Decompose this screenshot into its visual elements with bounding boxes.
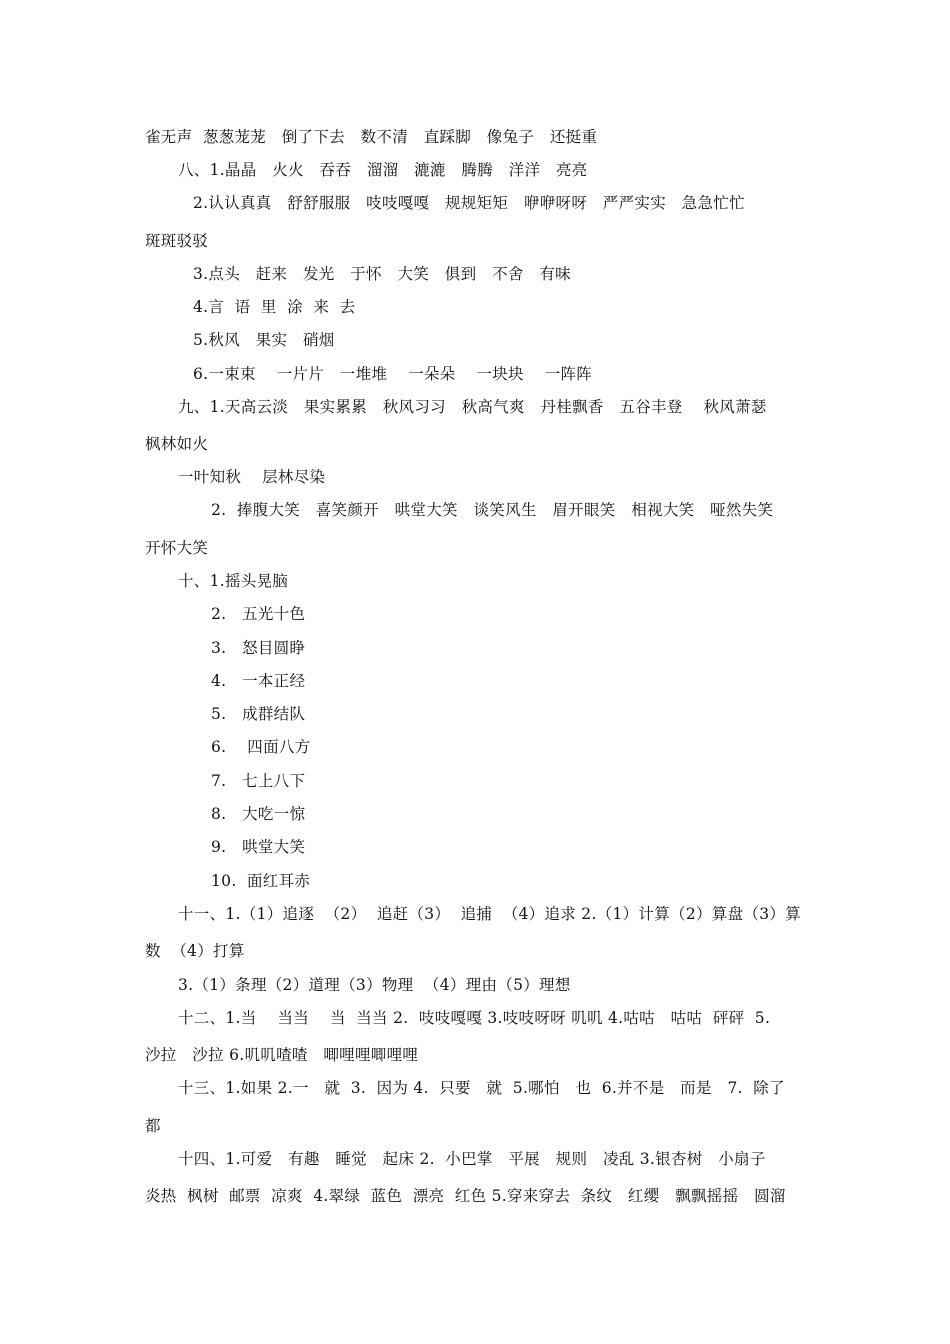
text-line: 4. 一本正经 bbox=[211, 672, 306, 690]
text-line: 沙拉 沙拉 6.叽叽喳喳 唧哩哩唧哩哩 bbox=[145, 1046, 419, 1064]
text-line: 十二、1.当 当当 当 当当 2. 吱吱嘎嘎 3.吱吱呀呀 叽叽 4.咕咕 咕咕 砰砰 5. bbox=[178, 1009, 771, 1027]
text-line: 数 （4）打算 bbox=[145, 942, 245, 960]
text-line: 一叶知秋 层林尽染 bbox=[178, 468, 326, 486]
text-line: 5. 成群结队 bbox=[211, 705, 306, 723]
text-line: 九、1.天高云淡 果实累累 秋风习习 秋高气爽 丹桂飘香 五谷丰登 秋风萧瑟 bbox=[178, 398, 767, 416]
text-line: 八、1.晶晶 火火 吞吞 溜溜 漉漉 腾腾 洋洋 亮亮 bbox=[178, 161, 588, 179]
text-line: 开怀大笑 bbox=[145, 539, 209, 557]
text-line: 9. 哄堂大笑 bbox=[211, 838, 306, 856]
text-line: 6.一束束 一片片 一堆堆 一朵朵 一块块 一阵阵 bbox=[193, 365, 593, 383]
text-line: 十、1.摇头晃脑 bbox=[178, 572, 289, 590]
text-line: 6. 四面八方 bbox=[211, 738, 311, 756]
text-line: 斑斑驳驳 bbox=[145, 232, 209, 250]
text-line: 3.（1）条理（2）道理（3）物理 （4）理由（5）理想 bbox=[178, 976, 571, 994]
text-line: 4.言 语 里 涂 来 去 bbox=[193, 298, 356, 316]
text-line: 炎热 枫树 邮票 凉爽 4.翠绿 蓝色 漂亮 红色 5.穿来穿去 条纹 红缨 飘飘摇摇 圆溜 bbox=[145, 1187, 786, 1205]
text-line: 8. 大吃一惊 bbox=[211, 805, 306, 823]
text-line: 2. 五光十色 bbox=[211, 605, 306, 623]
text-line: 2. 捧腹大笑 喜笑颜开 哄堂大笑 谈笑风生 眉开眼笑 相视大笑 哑然失笑 bbox=[211, 501, 774, 519]
text-line: 3.点头 赶来 发光 于怀 大笑 俱到 不舍 有味 bbox=[193, 265, 571, 283]
text-line: 3. 怒目圆睁 bbox=[211, 639, 306, 657]
text-line: 十四、1.可爱 有趣 睡觉 起床 2. 小巴掌 平展 规则 凌乱 3.银杏树 小扇子 bbox=[178, 1150, 766, 1168]
text-line: 都 bbox=[145, 1117, 161, 1135]
text-line: 枫林如火 bbox=[145, 435, 209, 453]
text-line: 5.秋风 果实 硝烟 bbox=[193, 331, 335, 349]
text-line: 2.认认真真 舒舒服服 吱吱嘎嘎 规规矩矩 咿咿呀呀 严严实实 急急忙忙 bbox=[193, 194, 745, 212]
text-line: 10. 面红耳赤 bbox=[211, 872, 311, 890]
text-line: 十三、1.如果 2.一 就 3. 因为 4. 只要 就 5.哪怕 也 6.并不是 而是 7. 除了 bbox=[178, 1079, 785, 1097]
text-line: 十一、1.（1）追逐 （2） 追赶（3） 追捕 （4）追求 2.（1）计算（2）算盘（3）算 bbox=[178, 905, 801, 923]
text-line: 雀无声 葱葱茏茏 倒了下去 数不清 直踩脚 像兔子 还挺重 bbox=[145, 128, 598, 146]
text-line: 7. 七上八下 bbox=[211, 772, 306, 790]
